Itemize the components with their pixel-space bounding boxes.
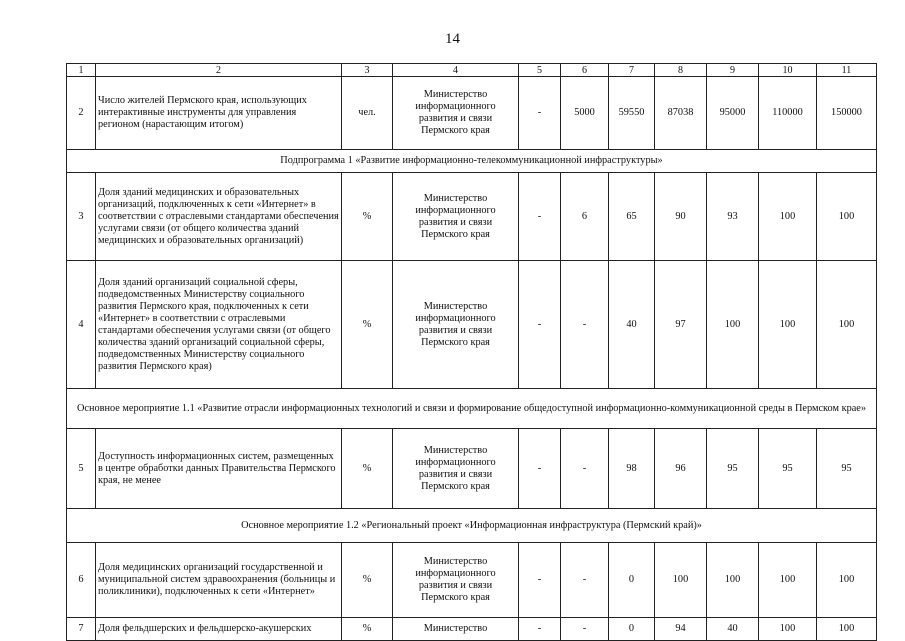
- value-cell: 95: [759, 429, 817, 509]
- indicator-row: [67, 618, 877, 641]
- row-number: 3: [67, 173, 96, 261]
- unit: %: [342, 543, 393, 618]
- column-number: 5: [519, 64, 561, 77]
- value-cell: 59550: [609, 77, 655, 150]
- value-cell: 100: [817, 173, 877, 261]
- section-header-row: [67, 509, 877, 543]
- section-title: Основное мероприятие 1.1 «Развитие отрасли информационных технологий и связи и формирование общедоступной информационно-коммуникационной среды в Пермском крае»: [67, 389, 877, 429]
- unit: чел.: [342, 77, 393, 150]
- value-cell: 0: [609, 618, 655, 641]
- column-number: 7: [609, 64, 655, 77]
- value-cell: 100: [817, 618, 877, 641]
- indicator-name: Доступность информационных систем, размещенных в центре обработки данных Правительства Пермского края, не менее: [96, 429, 342, 509]
- indicator-row: [67, 261, 877, 389]
- section-header-row: [67, 389, 877, 429]
- unit: %: [342, 429, 393, 509]
- column-number: 6: [561, 64, 609, 77]
- indicator-table: [66, 63, 877, 641]
- value-cell: 110000: [759, 77, 817, 150]
- value-cell: -: [519, 173, 561, 261]
- value-cell: 93: [707, 173, 759, 261]
- indicator-name: Доля зданий организаций социальной сферы, подведомственных Министерству социального развития Пермского края, подключенных к сети «Интернет» в соответствии с отраслевыми стандартами обеспечения услугами связи (от общего количества зданий организаций социальной сферы, подведомственных Министерству социального развития Пермского края): [96, 261, 342, 389]
- indicator-name: Доля фельдшерских и фельдшерско-акушерских: [96, 618, 342, 641]
- row-number: 7: [67, 618, 96, 641]
- value-cell: 98: [609, 429, 655, 509]
- column-number: 3: [342, 64, 393, 77]
- unit: %: [342, 173, 393, 261]
- value-cell: 95: [707, 429, 759, 509]
- value-cell: 65: [609, 173, 655, 261]
- row-number: 6: [67, 543, 96, 618]
- responsible-org: Министерство информационного развития и связи Пермского края: [393, 429, 519, 509]
- value-cell: -: [561, 618, 609, 641]
- indicator-row: [67, 77, 877, 150]
- column-number: 11: [817, 64, 877, 77]
- value-cell: 97: [655, 261, 707, 389]
- responsible-org: Министерство информационного развития и связи Пермского края: [393, 173, 519, 261]
- responsible-org: Министерство информационного развития и связи Пермского края: [393, 543, 519, 618]
- indicator-row: [67, 429, 877, 509]
- unit: %: [342, 261, 393, 389]
- indicator-row: [67, 543, 877, 618]
- value-cell: 100: [759, 261, 817, 389]
- value-cell: -: [561, 261, 609, 389]
- row-number: 2: [67, 77, 96, 150]
- value-cell: 87038: [655, 77, 707, 150]
- value-cell: 40: [609, 261, 655, 389]
- value-cell: 96: [655, 429, 707, 509]
- value-cell: 94: [655, 618, 707, 641]
- row-number: 5: [67, 429, 96, 509]
- responsible-org: Министерство: [393, 618, 519, 641]
- value-cell: 100: [655, 543, 707, 618]
- section-title: Подпрограмма 1 «Развитие информационно-телекоммуникационной инфраструктуры»: [67, 150, 877, 173]
- value-cell: 40: [707, 618, 759, 641]
- value-cell: -: [519, 543, 561, 618]
- indicator-name: Число жителей Пермского края, использующих интерактивные инструменты для управления регионом (нарастающим итогом): [96, 77, 342, 150]
- indicator-row: [67, 173, 877, 261]
- value-cell: -: [519, 429, 561, 509]
- value-cell: 100: [707, 261, 759, 389]
- value-cell: 100: [817, 261, 877, 389]
- column-number: 1: [67, 64, 96, 77]
- value-cell: 150000: [817, 77, 877, 150]
- value-cell: 100: [817, 543, 877, 618]
- responsible-org: Министерство информационного развития и связи Пермского края: [393, 77, 519, 150]
- value-cell: 100: [759, 543, 817, 618]
- column-number: 4: [393, 64, 519, 77]
- unit: %: [342, 618, 393, 641]
- value-cell: 0: [609, 543, 655, 618]
- indicator-name: Доля зданий медицинских и образовательных организаций, подключенных к сети «Интернет» в соответствии с отраслевыми стандартами обеспечения услугами связи (от общего количества зданий медицинских и образовательных организаций): [96, 173, 342, 261]
- value-cell: -: [561, 429, 609, 509]
- value-cell: 100: [759, 173, 817, 261]
- value-cell: 5000: [561, 77, 609, 150]
- column-number: 2: [96, 64, 342, 77]
- section-title: Основное мероприятие 1.2 «Региональный проект «Информационная инфраструктура (Пермский край)»: [67, 509, 877, 543]
- value-cell: -: [519, 618, 561, 641]
- row-number: 4: [67, 261, 96, 389]
- value-cell: 100: [707, 543, 759, 618]
- value-cell: -: [561, 543, 609, 618]
- value-cell: 90: [655, 173, 707, 261]
- value-cell: -: [519, 77, 561, 150]
- column-number: 10: [759, 64, 817, 77]
- value-cell: 95: [817, 429, 877, 509]
- page-number: 14: [445, 31, 460, 47]
- column-number-header-row: [67, 64, 877, 77]
- responsible-org: Министерство информационного развития и связи Пермского края: [393, 261, 519, 389]
- column-number: 8: [655, 64, 707, 77]
- value-cell: -: [519, 261, 561, 389]
- section-header-row: [67, 150, 877, 173]
- value-cell: 100: [759, 618, 817, 641]
- value-cell: 6: [561, 173, 609, 261]
- indicator-name: Доля медицинских организаций государственной и муниципальной систем здравоохранения (больницы и поликлиники), подключенных к сети «Интернет»: [96, 543, 342, 618]
- value-cell: 95000: [707, 77, 759, 150]
- column-number: 9: [707, 64, 759, 77]
